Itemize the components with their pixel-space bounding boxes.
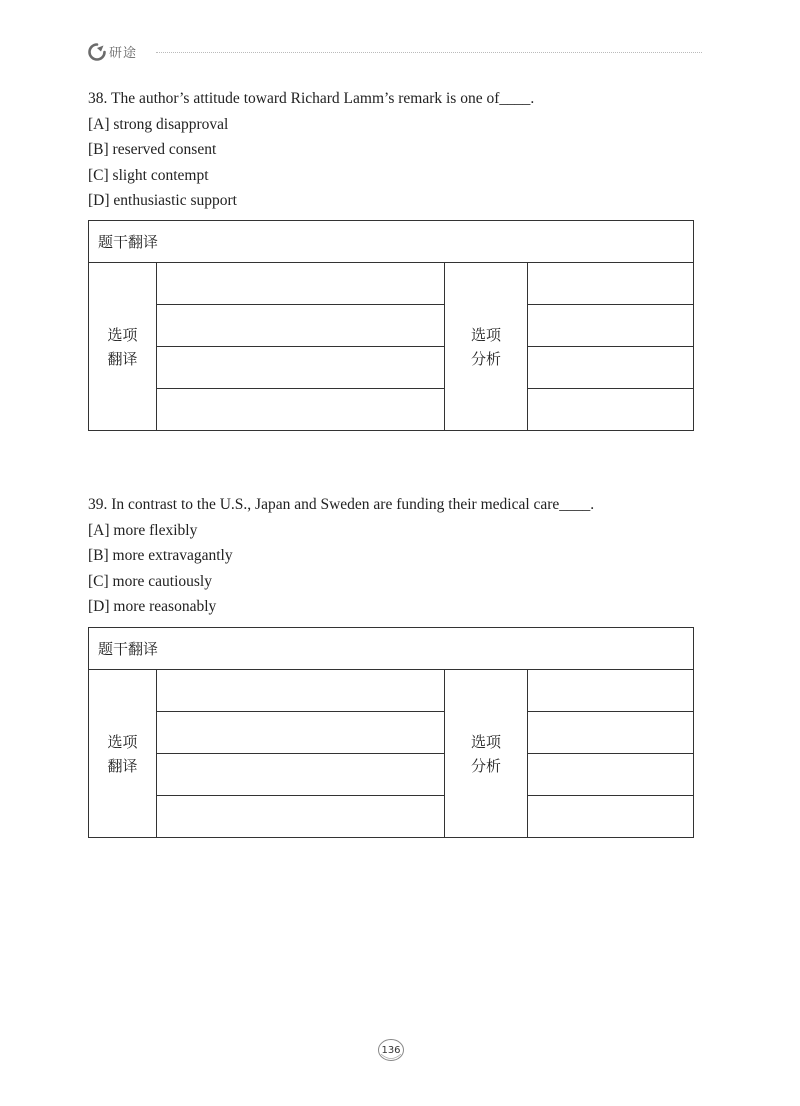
translation-blank[interactable] <box>157 347 445 389</box>
option-c: [C] slight contempt <box>88 166 209 184</box>
answer-table-39 <box>88 627 694 838</box>
analysis-blank[interactable] <box>528 389 694 431</box>
page-header <box>88 40 702 64</box>
label-line: 分析 <box>470 756 501 775</box>
option-a: [A] strong disapproval <box>88 115 229 133</box>
label-line: 翻译 <box>107 349 138 368</box>
option-a: [A] more flexibly <box>88 521 198 539</box>
translation-blank[interactable] <box>157 305 445 347</box>
translation-blank[interactable] <box>157 796 445 838</box>
brand-logo <box>88 42 137 61</box>
option-analysis-label <box>445 670 528 838</box>
option-b: [B] reserved consent <box>88 141 217 158</box>
option-translation-label <box>89 670 157 838</box>
translation-blank[interactable] <box>157 670 445 712</box>
option-b: [B] more extravagantly <box>88 547 233 564</box>
translation-blank[interactable] <box>157 263 445 305</box>
analysis-blank[interactable] <box>528 305 694 347</box>
question-stem: 38. The author’s attitude toward Richard Lamm’s remark is one of____. <box>88 90 535 107</box>
option-d: [D] enthusiastic support <box>88 192 237 209</box>
brand-name: 研途 <box>109 46 138 61</box>
question-stem: 39. In contrast to the U.S., Japan and Sweden are funding their medical care____. <box>88 496 595 513</box>
option-translation-label <box>89 263 157 431</box>
question-38 <box>88 86 708 214</box>
option-c: [C] more cautiously <box>88 572 212 590</box>
label-line: 分析 <box>470 349 501 368</box>
swirl-logo-icon <box>88 43 106 61</box>
label-line: 选项 <box>470 732 501 751</box>
label-line: 选项 <box>470 325 501 344</box>
analysis-blank[interactable] <box>528 347 694 389</box>
analysis-blank[interactable] <box>528 754 694 796</box>
label-line: 翻译 <box>107 756 138 775</box>
analysis-blank[interactable] <box>528 796 694 838</box>
option-analysis-label <box>445 263 528 431</box>
translation-blank[interactable] <box>157 712 445 754</box>
stem-translation-label: 题干翻译 <box>89 221 694 263</box>
analysis-blank[interactable] <box>528 712 694 754</box>
analysis-blank[interactable] <box>528 670 694 712</box>
label-line: 选项 <box>107 325 138 344</box>
analysis-blank[interactable] <box>528 263 694 305</box>
label-line: 选项 <box>107 732 138 751</box>
answer-table-38 <box>88 220 694 431</box>
option-d: [D] more reasonably <box>88 598 217 615</box>
translation-blank[interactable] <box>157 389 445 431</box>
stem-translation-label: 题干翻译 <box>89 628 694 670</box>
header-divider <box>156 52 702 53</box>
translation-blank[interactable] <box>157 754 445 796</box>
question-39 <box>88 492 708 620</box>
page-number <box>377 1038 405 1062</box>
page-number-text: 136 <box>381 1044 401 1056</box>
